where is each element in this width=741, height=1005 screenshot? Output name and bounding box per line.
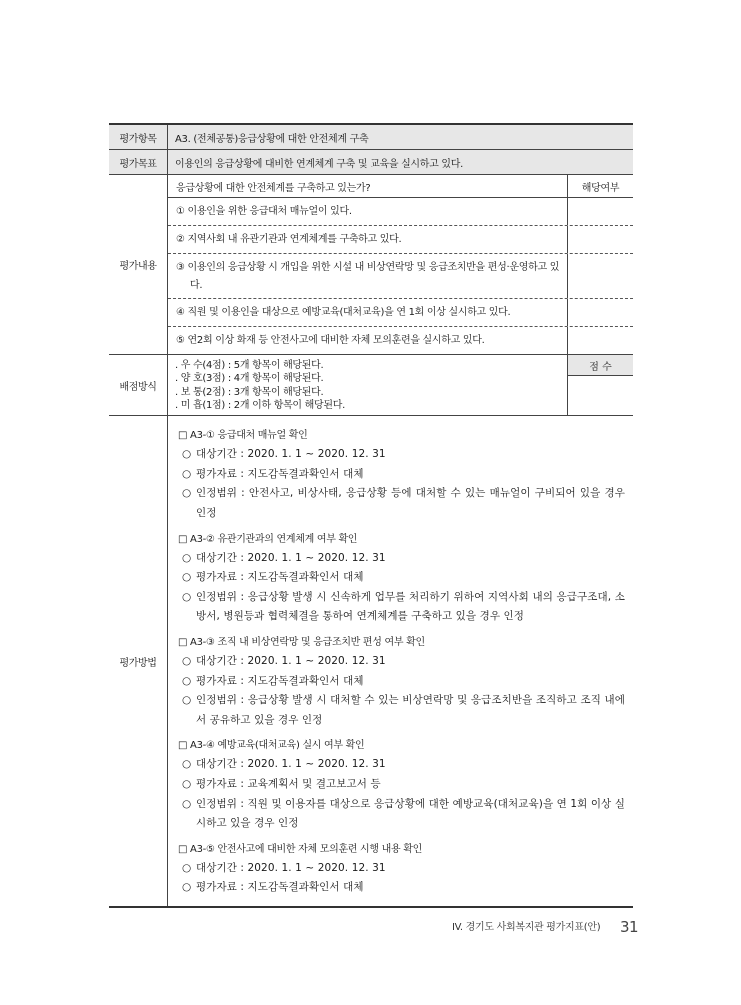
method-title: □ A3-④ 예방교육(대처교육) 실시 여부 확인: [178, 740, 365, 752]
score-column: [567, 355, 633, 415]
label-evaluation-goal: 평가목표: [109, 150, 168, 174]
label-evaluation-content: 평가내용: [109, 175, 168, 354]
value-evaluation-item: A3. (전체공통)응급상황에 대한 안전체계 구축: [168, 125, 633, 149]
method-bullet: ○ 인정범위 : 직원 및 이용자를 대상으로 응급상황에 대한 예방교육(대처교육)을 연 1회 이상 실시하고 있을 경우 인정: [176, 795, 625, 834]
method-bullet: ○ 평가자료 : 지도감독결과확인서 대체: [176, 568, 625, 588]
circle-bullet-icon: ○: [182, 487, 192, 500]
applicable-cell[interactable]: [567, 327, 633, 354]
circle-bullet-icon: ○: [182, 448, 192, 461]
content-item-text: ① 이용인을 위한 응급대처 매뉴얼이 있다.: [176, 206, 352, 217]
row-evaluation-item: [109, 123, 633, 150]
applicable-cell[interactable]: [567, 254, 633, 298]
circle-bullet-icon: ○: [182, 674, 192, 687]
score-cell[interactable]: [568, 376, 633, 415]
circle-bullet-icon: ○: [182, 881, 192, 894]
circle-bullet-icon: ○: [182, 797, 192, 810]
scoring-list: [168, 355, 567, 415]
page-number: 31: [620, 918, 639, 936]
row-evaluation-content: [109, 175, 633, 355]
content-block: [168, 175, 633, 354]
content-item: [168, 327, 633, 354]
evaluation-table: [109, 123, 633, 908]
method-bullet: ○ 평가자료 : 지도감독결과확인서 대체: [176, 878, 625, 898]
method-section: [176, 736, 625, 833]
question-text: 응급상황에 대한 안전체계를 구축하고 있는가?: [176, 182, 371, 194]
label-method: 평가방법: [109, 416, 168, 906]
label-evaluation-item: 평가항목: [109, 125, 168, 149]
scoring-line: . 보 통(2점) : 3개 항목이 해당된다.: [175, 386, 324, 398]
method-section: [176, 840, 625, 898]
circle-bullet-icon: ○: [182, 758, 192, 771]
content-item-text: ⑤ 연2회 이상 화재 등 안전사고에 대비한 자체 모의훈련을 실시하고 있다.: [176, 335, 485, 346]
method-bullet: ○ 대상기간 : 2020. 1. 1 ~ 2020. 12. 31: [176, 755, 625, 775]
method-bullet: ○ 대상기간 : 2020. 1. 1 ~ 2020. 12. 31: [176, 859, 625, 879]
applicable-cell[interactable]: [567, 299, 633, 326]
method-bullet: ○ 인정범위 : 응급상황 발생 시 신속하게 업무를 처리하기 위하여 지역사회 내의 응급구조대, 소방서, 병원등과 협력체결을 통하여 연계체계를 구축하고 있을 경우 인정: [176, 588, 625, 627]
circle-bullet-icon: ○: [182, 467, 192, 480]
question-row: [168, 175, 633, 198]
method-bullet: ○ 대상기간 : 2020. 1. 1 ~ 2020. 12. 31: [176, 652, 625, 672]
page-footer-text: IV. 경기도 사회복지관 평가지표(안): [452, 922, 601, 933]
circle-bullet-icon: ○: [182, 654, 192, 667]
circle-bullet-icon: ○: [182, 861, 192, 874]
method-bullet: ○ 인정범위 : 안전사고, 비상사태, 응급상황 등에 대처할 수 있는 매뉴얼이 구비되어 있을 경우 인정: [176, 484, 625, 523]
scoring-line: . 양 호(3점) : 4개 항목이 해당된다.: [175, 373, 324, 385]
row-scoring: [109, 355, 633, 416]
method-section: [176, 530, 625, 627]
content-item: [168, 254, 633, 299]
method-bullet: ○ 평가자료 : 지도감독결과확인서 대체: [176, 465, 625, 485]
scoring-line: . 우 수(4점) : 5개 항목이 해당된다.: [175, 360, 324, 371]
method-bullet: ○ 대상기간 : 2020. 1. 1 ~ 2020. 12. 31: [176, 549, 625, 569]
method-bullet: ○ 인정범위 : 응급상황 발생 시 대처할 수 있는 비상연락망 및 응급조치반을 조직하고 조직 내에서 공유하고 있을 경우 인정: [176, 691, 625, 730]
method-block: [168, 416, 633, 906]
applicable-cell[interactable]: [567, 226, 633, 253]
content-item-text: ④ 직원 및 이용인을 대상으로 예방교육(대처교육)을 연 1회 이상 실시하고 있다.: [176, 307, 511, 318]
row-evaluation-goal: [109, 150, 633, 175]
value-evaluation-goal: 이용인의 응급상황에 대비한 연계체계 구축 및 교육을 실시하고 있다.: [168, 150, 633, 174]
method-title: □ A3-② 유관기관과의 연계체계 여부 확인: [178, 533, 358, 545]
circle-bullet-icon: ○: [182, 551, 192, 564]
scoring-block: [168, 355, 633, 415]
content-item-text: ③ 이용인의 응급상황 시 개입을 위한 시설 내 비상연락망 및 응급조치반을 편성·운영하고 있다.: [176, 262, 560, 291]
content-item: [168, 299, 633, 327]
circle-bullet-icon: ○: [182, 590, 192, 603]
method-title: □ A3-⑤ 안전사고에 대비한 자체 모의훈련 시행 내용 확인: [178, 843, 422, 855]
applicable-cell[interactable]: [567, 198, 633, 225]
row-method: [109, 416, 633, 908]
method-bullet: ○ 평가자료 : 교육계획서 및 결고보고서 등: [176, 775, 625, 795]
method-bullet: ○ 대상기간 : 2020. 1. 1 ~ 2020. 12. 31: [176, 445, 625, 465]
method-title: □ A3-① 응급대처 매뉴얼 확인: [178, 430, 308, 442]
label-scoring: 배점방식: [109, 355, 168, 415]
content-item: [168, 226, 633, 254]
method-section: [176, 426, 625, 523]
circle-bullet-icon: ○: [182, 777, 192, 790]
method-section: [176, 633, 625, 730]
score-header: 점 수: [568, 355, 633, 376]
method-bullet: ○ 평가자료 : 지도감독결과확인서 대체: [176, 672, 625, 692]
circle-bullet-icon: ○: [182, 694, 192, 707]
applicable-header: 해당여부: [567, 175, 633, 197]
circle-bullet-icon: ○: [182, 571, 192, 584]
method-title: □ A3-③ 조직 내 비상연락망 및 응급조치반 편성 여부 확인: [178, 636, 425, 648]
scoring-line: . 미 흡(1점) : 2개 이하 항목이 해당된다.: [175, 399, 345, 411]
content-item: [168, 198, 633, 226]
content-item-text: ② 지역사회 내 유관기관과 연계체계를 구축하고 있다.: [176, 234, 402, 245]
